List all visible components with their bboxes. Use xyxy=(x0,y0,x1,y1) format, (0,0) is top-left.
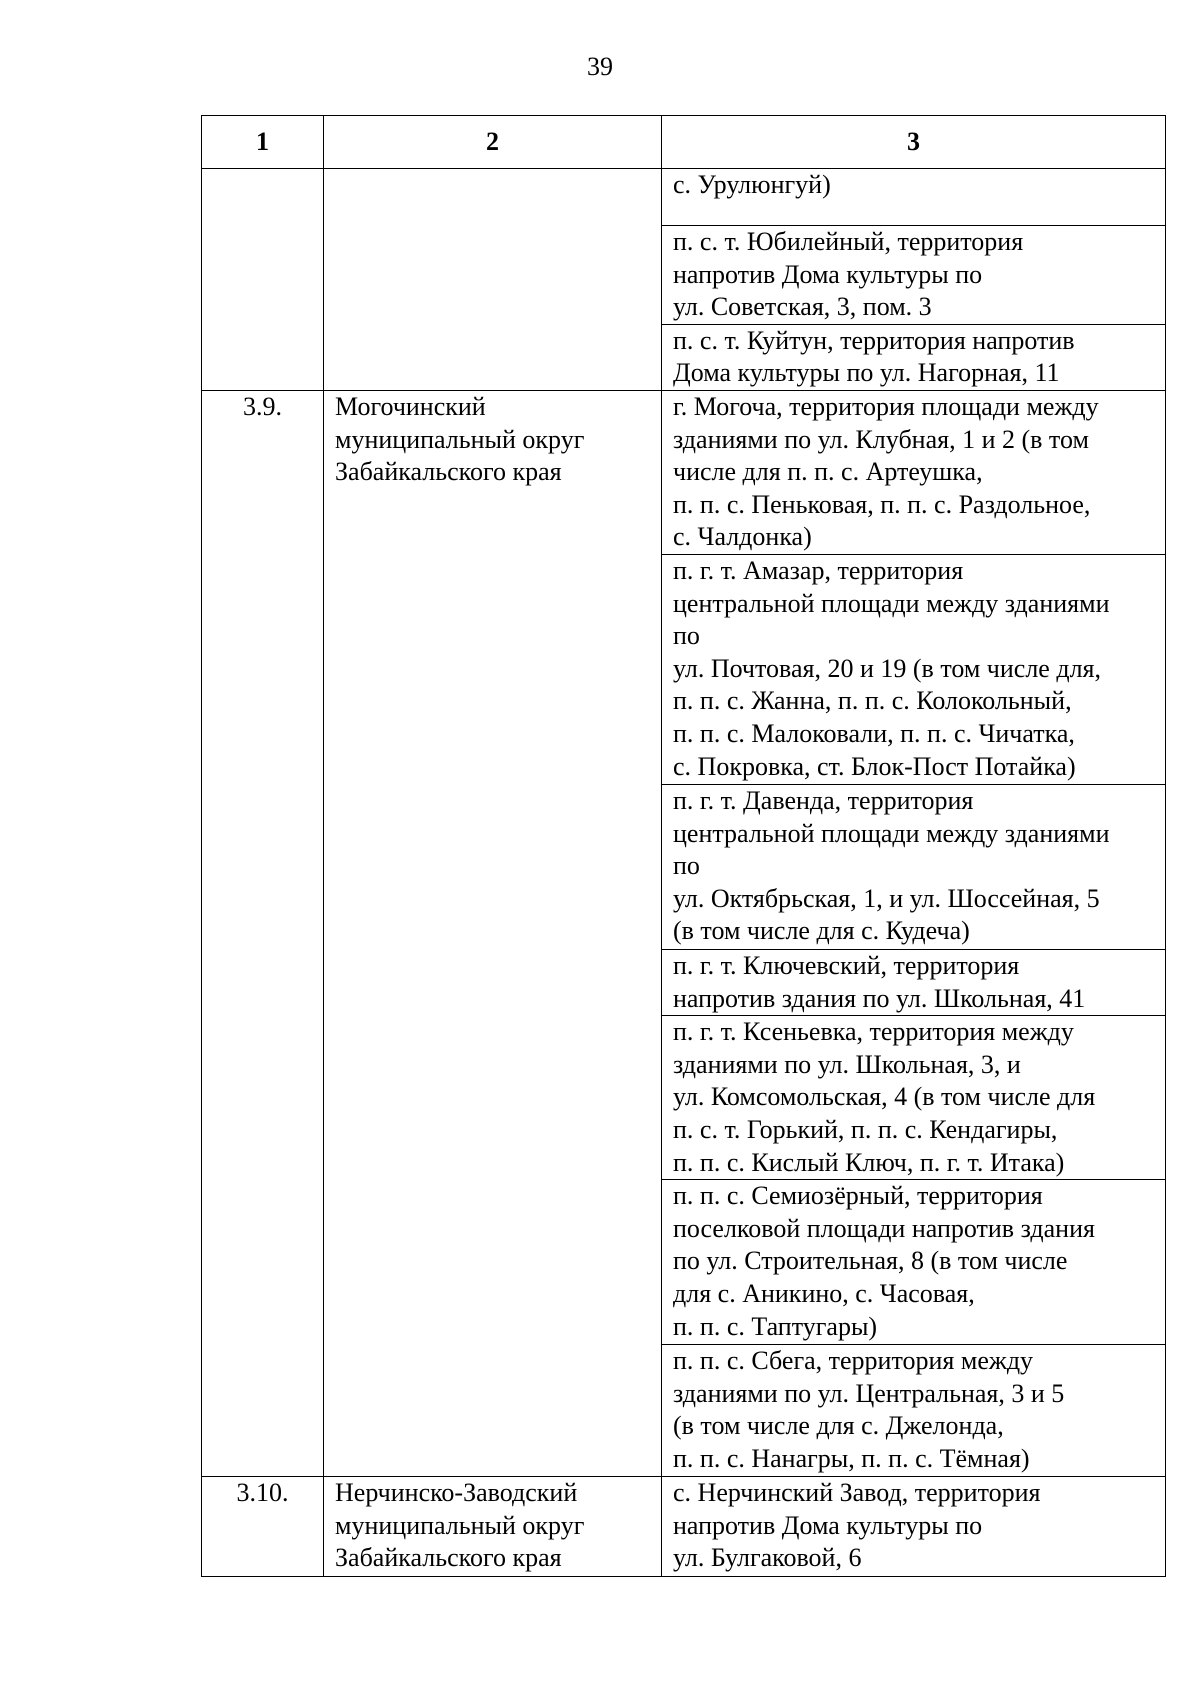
number-cell: 3.9. xyxy=(202,390,324,1476)
address-cell: п. г. т. Ксеньевка, территория между зданиями по ул. Школьная, 3, и ул. Комсомольская, 4 (в том числе для п. с. т. Горький, п. п. с. Кендагиры, п. п. с. Кислый Ключ, п. г. т. Итака) xyxy=(662,1016,1166,1180)
table-row xyxy=(202,1477,1166,1577)
column-header-3: 3 xyxy=(662,116,1166,169)
address-cell: с. Нерчинский Завод, территория напротив Дома культуры по ул. Булгаковой, 6 xyxy=(662,1477,1166,1577)
page-number: 39 xyxy=(587,52,613,81)
number-cell xyxy=(202,169,324,391)
district-name-cell: Нерчинско-Заводский муниципальный округ Забайкальского края xyxy=(324,1477,662,1577)
number-cell: 3.10. xyxy=(202,1477,324,1577)
address-cell: с. Урулюнгуй) xyxy=(662,169,1166,226)
column-header-1: 1 xyxy=(202,116,324,169)
table-row xyxy=(202,390,1166,554)
column-header-2: 2 xyxy=(324,116,662,169)
address-cell: п. г. т. Давенда, территория центральной площади между зданиями по ул. Октябрьская, 1, и ул. Шоссейная, 5 (в том числе для с. Кудеча) xyxy=(662,784,1166,949)
address-cell: п. п. с. Семиозёрный, территория поселковой площади напротив здания по ул. Строительная, 8 (в том числе для с. Аникино, с. Часовая, п. п. с. Таптугары) xyxy=(662,1180,1166,1345)
table-body xyxy=(202,169,1166,1577)
district-name-cell: Могочинский муниципальный округ Забайкальского края xyxy=(324,390,662,1476)
address-cell: п. с. т. Куйтун, территория напротив Дома культуры по ул. Нагорная, 11 xyxy=(662,324,1166,390)
header-row xyxy=(202,116,1166,169)
address-cell: г. Могоча, территория площади между зданиями по ул. Клубная, 1 и 2 (в том числе для п. п. с. Артеушка, п. п. с. Пеньковая, п. п. с. Раздольное, с. Чалдонка) xyxy=(662,390,1166,554)
address-cell: п. п. с. Сбега, территория между зданиями по ул. Центральная, 3 и 5 (в том числе для с. Джелонда, п. п. с. Нанагры, п. п. с. Тёмная) xyxy=(662,1345,1166,1477)
district-name-cell xyxy=(324,169,662,391)
table-row xyxy=(202,169,1166,226)
settlements-table xyxy=(201,115,1166,1577)
address-cell: п. г. т. Амазар, территория центральной площади между зданиями по ул. Почтовая, 20 и 19 (в том числе для, п. п. с. Жанна, п. п. с. Колокольный, п. п. с. Малоковали, п. п. с. Чичатка, с. Покровка, ст. Блок-Пост Потайка) xyxy=(662,554,1166,784)
address-cell: п. г. т. Ключевский, территория напротив здания по ул. Школьная, 41 xyxy=(662,949,1166,1015)
address-cell: п. с. т. Юбилейный, территория напротив Дома культуры по ул. Советская, 3, пом. 3 xyxy=(662,226,1166,325)
